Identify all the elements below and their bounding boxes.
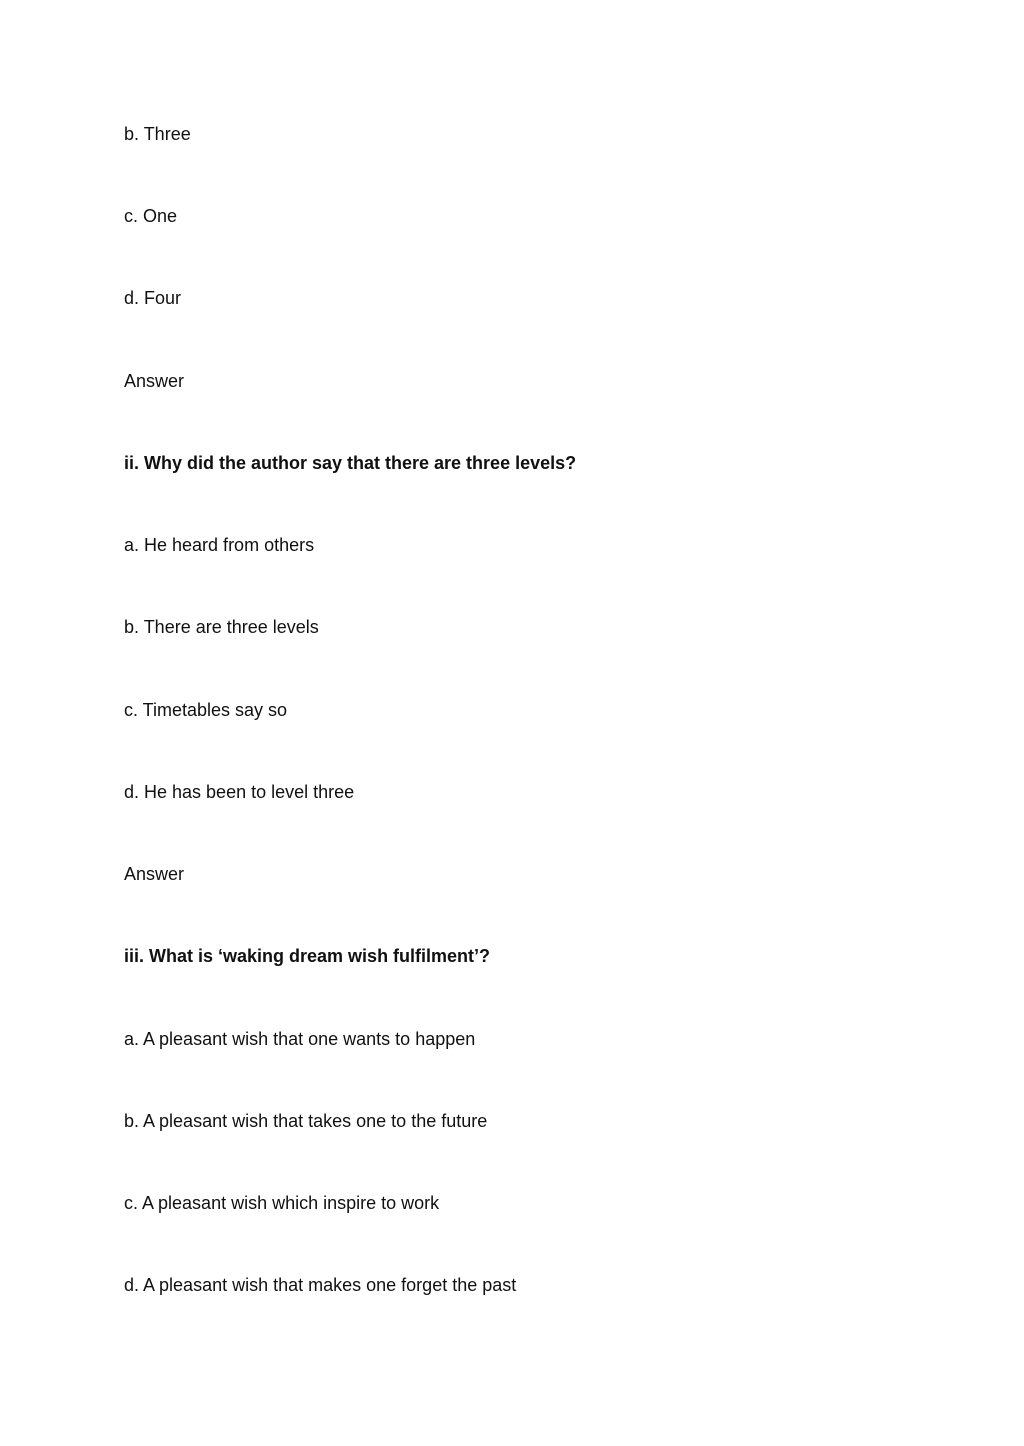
question-iii-option-d: d. A pleasant wish that makes one forget the past: [124, 1275, 517, 1295]
question-ii-option-a: a. He heard from others: [124, 535, 315, 555]
answer-label-1: Answer: [124, 371, 185, 391]
question-ii-option-c: c. Timetables say so: [124, 700, 288, 720]
question-iii-option-c: c. A pleasant wish which inspire to work: [124, 1193, 440, 1213]
question-iii: iii. What is ‘waking dream wish fulfilment’?: [124, 946, 491, 966]
question-ii-option-d: d. He has been to level three: [124, 782, 355, 802]
question-iii-option-a: a. A pleasant wish that one wants to happen: [124, 1029, 476, 1049]
option-d-four: d. Four: [124, 288, 182, 308]
option-b-three: b. Three: [124, 124, 191, 144]
option-c-one: c. One: [124, 206, 178, 226]
answer-label-2: Answer: [124, 864, 185, 884]
question-ii: ii. Why did the author say that there are three levels?: [124, 453, 577, 473]
question-ii-option-b: b. There are three levels: [124, 617, 319, 637]
question-iii-option-b: b. A pleasant wish that takes one to the future: [124, 1111, 488, 1131]
